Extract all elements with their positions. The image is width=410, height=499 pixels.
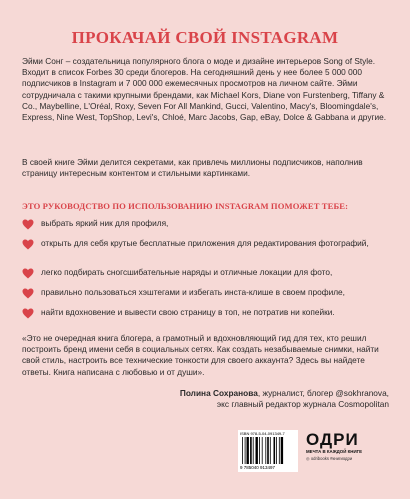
isbn-barcode: [238, 430, 298, 472]
tip-text: открыть для себя крутые бесплатные приложения для редактирования фотографий,: [41, 238, 369, 248]
heart-icon: [22, 239, 34, 250]
publisher-logo: [306, 430, 396, 461]
barcode-digits: 9 785040 913497: [240, 465, 276, 470]
publisher-name: ОДРИ: [306, 430, 359, 449]
barcode-bars: [242, 437, 294, 464]
heart-icon: [22, 288, 34, 299]
tip-item: [22, 218, 392, 238]
heart-icon: [22, 219, 34, 230]
guide-heading: ЭТО РУКОВОДСТВО ПО ИСПОЛЬЗОВАНИЮ INSTAGRAM ПОМОЖЕТ ТЕБЕ:: [22, 201, 349, 211]
tip-text: найти вдохновение и вывести свою страницу в топ, не потратив ни копейки.: [41, 307, 335, 317]
tip-item: [22, 307, 392, 318]
heart-icon: [22, 268, 34, 279]
tip-item: [22, 238, 392, 267]
review-quote: «Это не очередная книга блогера, а грамотный и вдохновляющий гид для тех, кто решил построить бренд имени себя в социальных сетях. Как создать незабываемые снимки, найти свой стиль, настроить все технические тонкости для своего аккаунта? Здесь вы найдете ответы. Книга написана с любовью и от души».: [22, 333, 379, 377]
quote-author-role: , журналист, блогер @sokhranova,: [257, 388, 389, 398]
tips-list: [22, 218, 392, 318]
heart-icon: [22, 308, 34, 319]
publisher-tagline: МЕЧТА В КАЖДОЙ КНИГЕ: [306, 449, 363, 454]
quote-author-title: экс главный редактор журнала Cosmopolitan: [216, 399, 389, 410]
author-bio-paragraph: Эйми Сонг – создательница популярного блога о моде и дизайне интерьеров Song of Style. Входит в список Forbes 30 среди блогеров. На сегодняшний день у нее более 5 000 000 подписчиков в Instagram и 7 000 000 ежемесячных просмотров на личном сайте. Эйми сотрудничала с такими крупными брендами, как Michael Kors, Diane von Furstenberg, Tiffany & Co., Maybelline, L'Oréal, Roxy, Seven For All Mankind, Gucci, Valentino, Macy's, Bloomingdale's, Express, Nine West, TopShop, Levi's, Chloé, Marc Jacobs, Gap, eBay, Dolce & Gabbana и другие.: [22, 56, 387, 123]
isbn-label: ISBN 978-5-04-091349-7: [240, 431, 285, 436]
quote-attribution: [89, 388, 389, 410]
tip-item: [22, 287, 392, 307]
tip-text: выбрать яркий ник для профиля,: [41, 218, 169, 228]
quote-author-name: Полина Сохранова: [179, 388, 258, 398]
tip-item: [22, 267, 392, 287]
tip-text: легко подбирать сногсшибательные наряды и отличные локации для фото,: [41, 267, 333, 277]
tip-text: правильно пользоваться хэштегами и избегать инста-клише в своем профиле,: [41, 287, 345, 297]
book-description-paragraph: В своей книге Эйми делится секретами, как привлечь миллионы подписчиков, наполнив страницу интересным контентом и стильными картинками.: [22, 157, 363, 179]
publisher-social: ◎ odribooks #книгиодри: [306, 456, 353, 461]
page-title: ПРОКАЧАЙ СВОЙ INSTAGRAM: [71, 28, 339, 47]
